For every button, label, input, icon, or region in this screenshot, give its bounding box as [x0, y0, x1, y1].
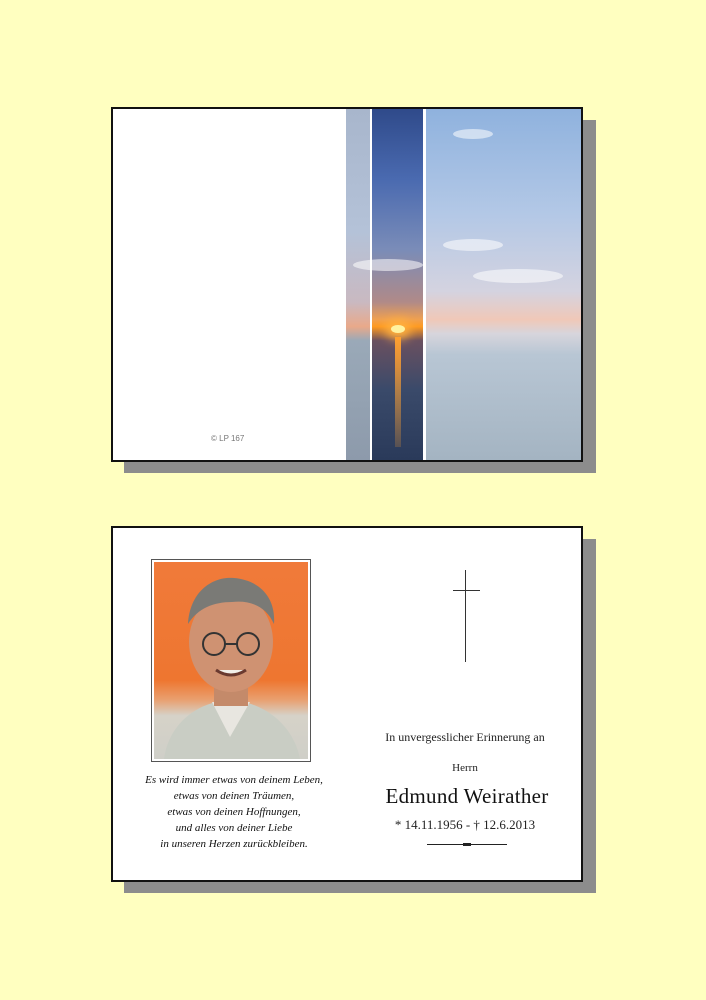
cross-icon	[465, 570, 466, 662]
poem-line: etwas von deinen Hoffnungen,	[167, 806, 301, 818]
cross-icon-bar	[453, 590, 480, 591]
cloud	[353, 259, 423, 271]
poem-line: etwas von deinen Träumen,	[173, 790, 295, 802]
inner-card	[111, 526, 583, 882]
salutation: Herrn	[452, 762, 478, 774]
poem-line: und alles von deiner Liebe	[175, 822, 293, 834]
ornament-divider	[427, 844, 507, 845]
sunset-strip-left	[346, 109, 370, 460]
portrait-photo	[154, 562, 308, 759]
strip-divider	[423, 109, 425, 460]
life-dates: * 14.11.1956 - † 12.6.2013	[394, 817, 536, 832]
front-card	[111, 107, 583, 462]
memory-line: In unvergesslicher Erinnerung an	[385, 730, 545, 744]
cloud	[453, 129, 493, 139]
portrait-figure	[154, 562, 308, 759]
cloud	[473, 269, 563, 283]
front-blank-panel	[113, 109, 346, 460]
poem-line: Es wird immer etwas von deinem Leben,	[145, 774, 323, 786]
cloud	[443, 239, 503, 251]
poem-line: in unseren Herzen zurückbleiben.	[160, 838, 308, 850]
sun	[391, 325, 405, 333]
memorial-poem	[119, 772, 349, 852]
sunset-strip-right	[426, 109, 583, 460]
copyright-text: © LP 167	[211, 434, 245, 443]
deceased-name: Edmund Weirather	[385, 784, 549, 808]
sun-reflection	[395, 337, 401, 447]
portrait-frame	[151, 559, 311, 762]
